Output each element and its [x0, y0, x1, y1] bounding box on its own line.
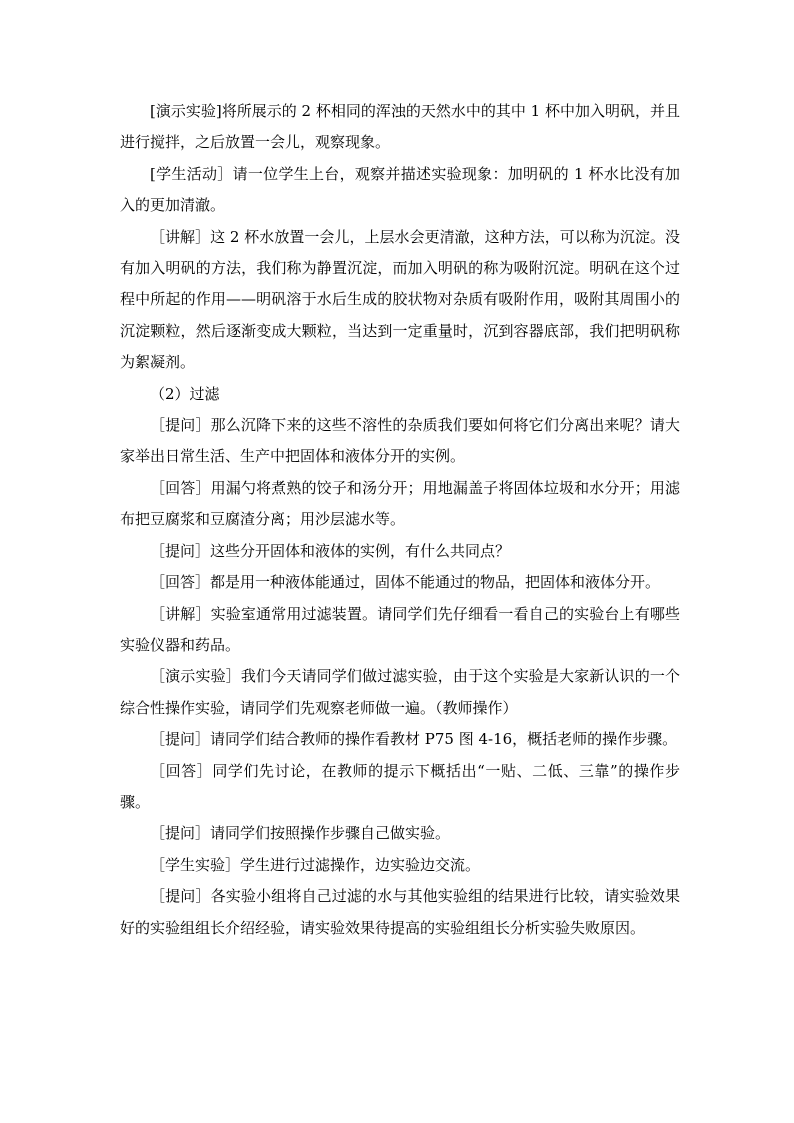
paragraph-demo-filtration: ［演示实验］我们今天请同学们做过滤实验，由于这个实验是大家新认识的一个综合性操作实验，请同学们先观察老师做一遍。（教师操作） [120, 667, 680, 717]
paragraph-explanation-sedimentation: ［讲解］这 2 杯水放置一会儿，上层水会更清澈，这种方法，可以称为沉淀。没有加入明矾的方法，我们称为静置沉淀，而加入明矾的称为吸附沉淀。明矾在这个过程中所起的作用——明矾溶于水后生成的胶状物对杂质有吸附作用，吸附其周围小的沉淀颗粒，然后逐渐变成大颗粒，当达到一定重量时，沉到容器底部，我们把明矾称为絮凝剂。 [120, 227, 680, 372]
paragraph-demo-alum: [演示实验]将所展示的 2 杯相同的浑浊的天然水中的其中 1 杯中加入明矾，并且进行搅拌，之后放置一会儿，观察现象。 [120, 102, 680, 152]
paragraph-answer-steps: ［回答］同学们先讨论，在教师的提示下概括出“一贴、二低、三靠”的操作步骤。 [120, 761, 680, 811]
paragraph-question-compare: ［提问］各实验小组将自己过滤的水与其他实验组的结果进行比较，请实验效果好的实验组组长介绍经验，请实验效果待提高的实验组组长分析实验失败原因。 [120, 887, 680, 937]
paragraph-explanation-apparatus: ［讲解］实验室通常用过滤装置。请同学们先仔细看一看自己的实验台上有哪些实验仪器和药品。 [120, 604, 680, 654]
paragraph-question-common: ［提问］这些分开固体和液体的实例，有什么共同点？ [150, 541, 511, 560]
paragraph-question-separation: ［提问］那么沉降下来的这些不溶性的杂质我们要如何将它们分离出来呢？请大家举出日常生活、生产中把固体和液体分开的实例。 [120, 416, 680, 466]
section-heading-filtration: （2）过滤 [150, 384, 220, 403]
paragraph-answer-examples: ［回答］用漏勺将煮熟的饺子和汤分开；用地漏盖子将固体垃圾和水分开；用滤布把豆腐浆和豆腐渣分离；用沙层滤水等。 [120, 478, 680, 529]
paragraph-question-do-experiment: ［提问］请同学们按照操作步骤自己做实验。 [150, 824, 451, 843]
paragraph-question-steps: ［提问］请同学们结合教师的操作看教材 P75 图 4-16，概括老师的操作步骤。 [150, 730, 678, 749]
paragraph-answer-common: ［回答］都是用一种液体能通过，固体不能通过的物品，把固体和液体分开。 [150, 573, 661, 592]
paragraph-student-experiment: ［学生实验］学生进行过滤操作，边实验边交流。 [150, 855, 481, 874]
document-body [120, 96, 680, 944]
paragraph-student-activity: [学生活动］请一位学生上台，观察并描述实验现象：加明矾的 1 杯水比没有加入的更加清澈。 [120, 164, 680, 215]
